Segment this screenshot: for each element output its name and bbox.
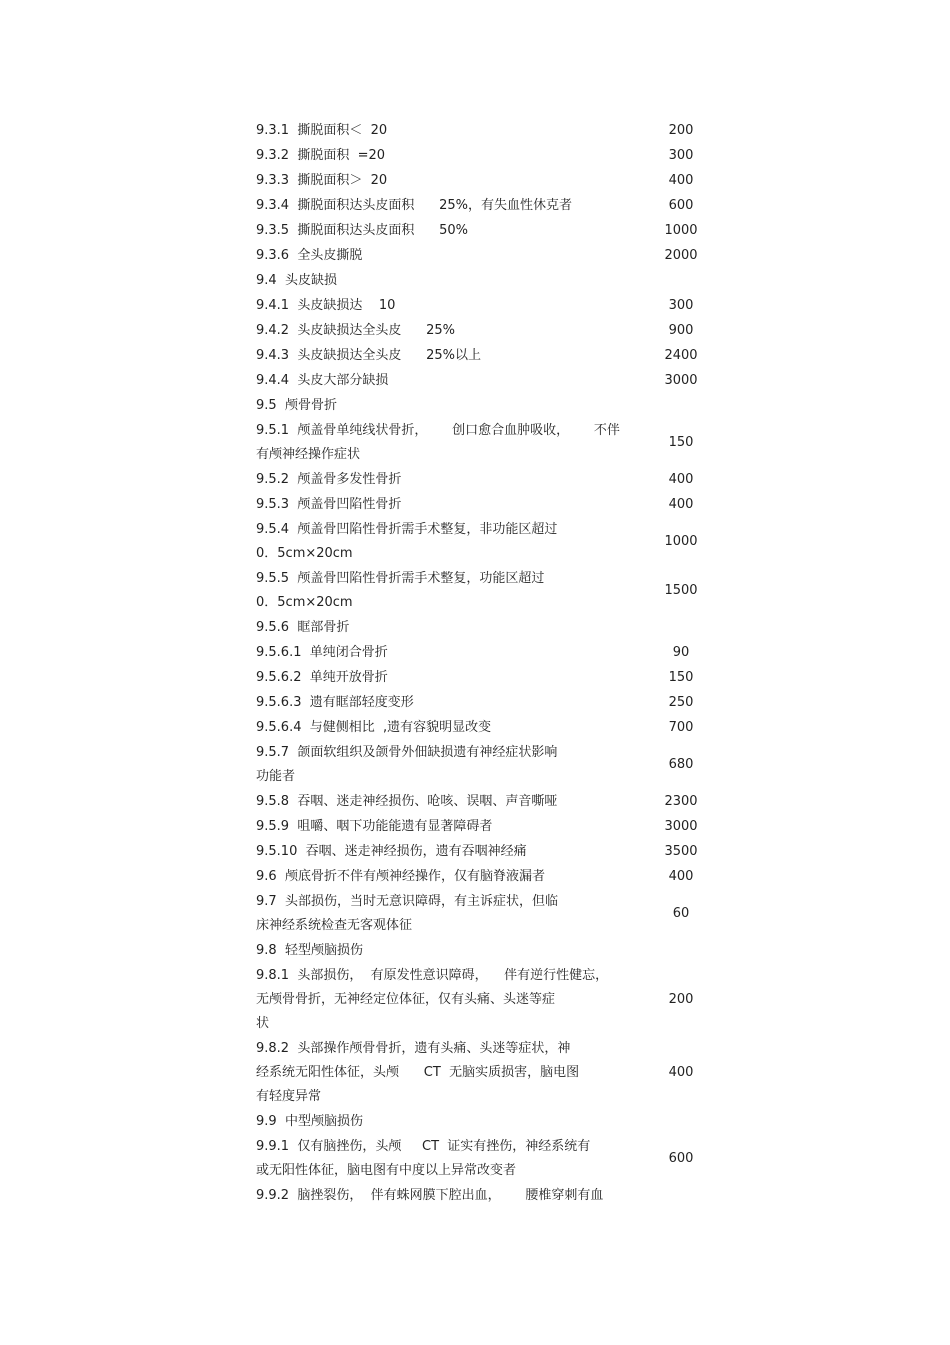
item-description: 9.5.1 颅盖骨单纯线状骨折， 创口愈合血肿吸收， 不伴 有颅神经操作症状 bbox=[256, 423, 620, 462]
item-description: 9.4.1 头皮缺损达 10 bbox=[256, 298, 396, 313]
item-value: 200 bbox=[668, 992, 694, 1007]
table-row bbox=[256, 344, 716, 368]
item-value: 400 bbox=[668, 869, 694, 884]
table-row bbox=[256, 493, 716, 517]
item-value: 90 bbox=[672, 645, 690, 660]
item-description: 9.3.4 撕脱面积达头皮面积 25%，有失血性休克者 bbox=[256, 198, 573, 213]
table-row bbox=[256, 468, 716, 492]
table-row bbox=[256, 119, 716, 143]
item-description: 9.7 头部损伤，当时无意识障碍，有主诉症状，但临 床神经系统检查无客观体征 bbox=[256, 894, 558, 933]
table-row bbox=[256, 741, 716, 789]
item-description: 9.6 颅底骨折不伴有颅神经操作，仅有脑脊液漏者 bbox=[256, 869, 545, 884]
item-value: 1000 bbox=[664, 534, 698, 549]
item-value: 2300 bbox=[664, 794, 698, 809]
item-description: 9.4.4 头皮大部分缺损 bbox=[256, 373, 389, 388]
item-description: 9.4.2 头皮缺损达全头皮 25% bbox=[256, 323, 456, 338]
item-value: 3000 bbox=[664, 819, 698, 834]
item-description: 9.3.5 撕脱面积达头皮面积 50% bbox=[256, 223, 469, 238]
table-row bbox=[256, 244, 716, 268]
item-value: 250 bbox=[668, 695, 694, 710]
item-value: 400 bbox=[668, 472, 694, 487]
table-row bbox=[256, 1037, 716, 1109]
item-value: 600 bbox=[668, 1151, 694, 1166]
item-value: 1000 bbox=[664, 223, 698, 238]
table-row bbox=[256, 269, 716, 293]
table-row bbox=[256, 1184, 716, 1208]
item-value: 150 bbox=[668, 670, 694, 685]
item-value: 300 bbox=[668, 148, 694, 163]
item-value: 1500 bbox=[664, 583, 698, 598]
table-row bbox=[256, 641, 716, 665]
table-row bbox=[256, 419, 716, 467]
item-description: 9.5.7 颌面软组织及颌骨外佃缺损遗有神经症状影响 功能者 bbox=[256, 745, 558, 784]
table-row bbox=[256, 394, 716, 418]
item-description: 9.5.6.2 单纯开放骨折 bbox=[256, 670, 388, 685]
table-row bbox=[256, 1135, 716, 1183]
table-row bbox=[256, 939, 716, 963]
item-description: 9.5.8 吞咽、迷走神经损伤、呛咳、误咽、声音嘶哑 bbox=[256, 794, 558, 809]
item-description: 9.5.6.1 单纯闭合骨折 bbox=[256, 645, 388, 660]
item-description: 9.4.3 头皮缺损达全头皮 25%以上 bbox=[256, 348, 482, 363]
item-description: 9.3.6 全头皮撕脱 bbox=[256, 248, 363, 263]
table-row bbox=[256, 790, 716, 814]
table-row bbox=[256, 865, 716, 889]
item-value: 60 bbox=[672, 906, 690, 921]
table-row bbox=[256, 144, 716, 168]
item-description: 9.4 头皮缺损 bbox=[256, 273, 337, 288]
item-value: 600 bbox=[668, 198, 694, 213]
item-value: 2000 bbox=[664, 248, 698, 263]
table-row bbox=[256, 294, 716, 318]
table-row bbox=[256, 666, 716, 690]
item-value: 400 bbox=[668, 497, 694, 512]
item-description: 9.8.2 头部操作颅骨骨折，遗有头痛、头迷等症状，神 经系统无阳性体征，头颅 CT 无脑实质损害，脑电图 有轻度异常 bbox=[256, 1041, 580, 1104]
table-row bbox=[256, 567, 716, 615]
item-description: 9.5.4 颅盖骨凹陷性骨折需手术整复，非功能区超过 0．5cm×20cm bbox=[256, 522, 558, 561]
item-description: 9.3.3 撕脱面积＞ 20 bbox=[256, 173, 388, 188]
item-description: 9.5.6 眶部骨折 bbox=[256, 620, 350, 635]
item-value: 150 bbox=[668, 435, 694, 450]
item-value: 900 bbox=[668, 323, 694, 338]
item-description: 9.5.6.4 与健侧相比 ,遗有容貌明显改变 bbox=[256, 720, 492, 735]
table-row bbox=[256, 194, 716, 218]
item-value: 680 bbox=[668, 757, 694, 772]
item-value: 400 bbox=[668, 1065, 694, 1080]
table-row bbox=[256, 219, 716, 243]
item-description: 9.9.1 仅有脑挫伤，头颅 CT 证实有挫伤，神经系统有 或无阳性体征，脑电图有中度以上异常改变者 bbox=[256, 1139, 591, 1178]
item-description: 9.5.3 颅盖骨凹陷性骨折 bbox=[256, 497, 402, 512]
table-row bbox=[256, 319, 716, 343]
item-description: 9.3.2 撕脱面积 =20 bbox=[256, 148, 386, 163]
item-value: 200 bbox=[668, 123, 694, 138]
item-description: 9.5.6.3 遗有眶部轻度变形 bbox=[256, 695, 414, 710]
item-value: 3000 bbox=[664, 373, 698, 388]
table-row bbox=[256, 169, 716, 193]
table-row bbox=[256, 716, 716, 740]
item-description: 9.8 轻型颅脑损伤 bbox=[256, 943, 363, 958]
table-row bbox=[256, 840, 716, 864]
table-row bbox=[256, 1110, 716, 1134]
item-description: 9.5.9 咀嚼、咽下功能能遗有显著障碍者 bbox=[256, 819, 493, 834]
table-row bbox=[256, 691, 716, 715]
item-description: 9.9 中型颅脑损伤 bbox=[256, 1114, 363, 1129]
item-description: 9.5 颅骨骨折 bbox=[256, 398, 337, 413]
table-row bbox=[256, 890, 716, 938]
item-description: 9.8.1 头部损伤， 有原发性意识障碍， 伴有逆行性健忘， 无颅骨骨折，无神经定位体征，仅有头痛、头迷等症 状 bbox=[256, 968, 609, 1031]
item-value: 400 bbox=[668, 173, 694, 188]
table-row bbox=[256, 616, 716, 640]
table-row bbox=[256, 369, 716, 393]
item-description: 9.9.2 脑挫裂伤， 伴有蛛网膜下腔出血， 腰椎穿刺有血 bbox=[256, 1188, 604, 1203]
item-description: 9.3.1 撕脱面积＜ 20 bbox=[256, 123, 388, 138]
table-row bbox=[256, 964, 716, 1036]
item-value: 3500 bbox=[664, 844, 698, 859]
item-description: 9.5.10 吞咽、迷走神经损伤，遗有吞咽神经痛 bbox=[256, 844, 527, 859]
item-description: 9.5.5 颅盖骨凹陷性骨折需手术整复，功能区超过 0．5cm×20cm bbox=[256, 571, 545, 610]
table-row bbox=[256, 518, 716, 566]
item-value: 300 bbox=[668, 298, 694, 313]
item-value: 700 bbox=[668, 720, 694, 735]
table-row bbox=[256, 815, 716, 839]
item-value: 2400 bbox=[664, 348, 698, 363]
item-description: 9.5.2 颅盖骨多发性骨折 bbox=[256, 472, 402, 487]
